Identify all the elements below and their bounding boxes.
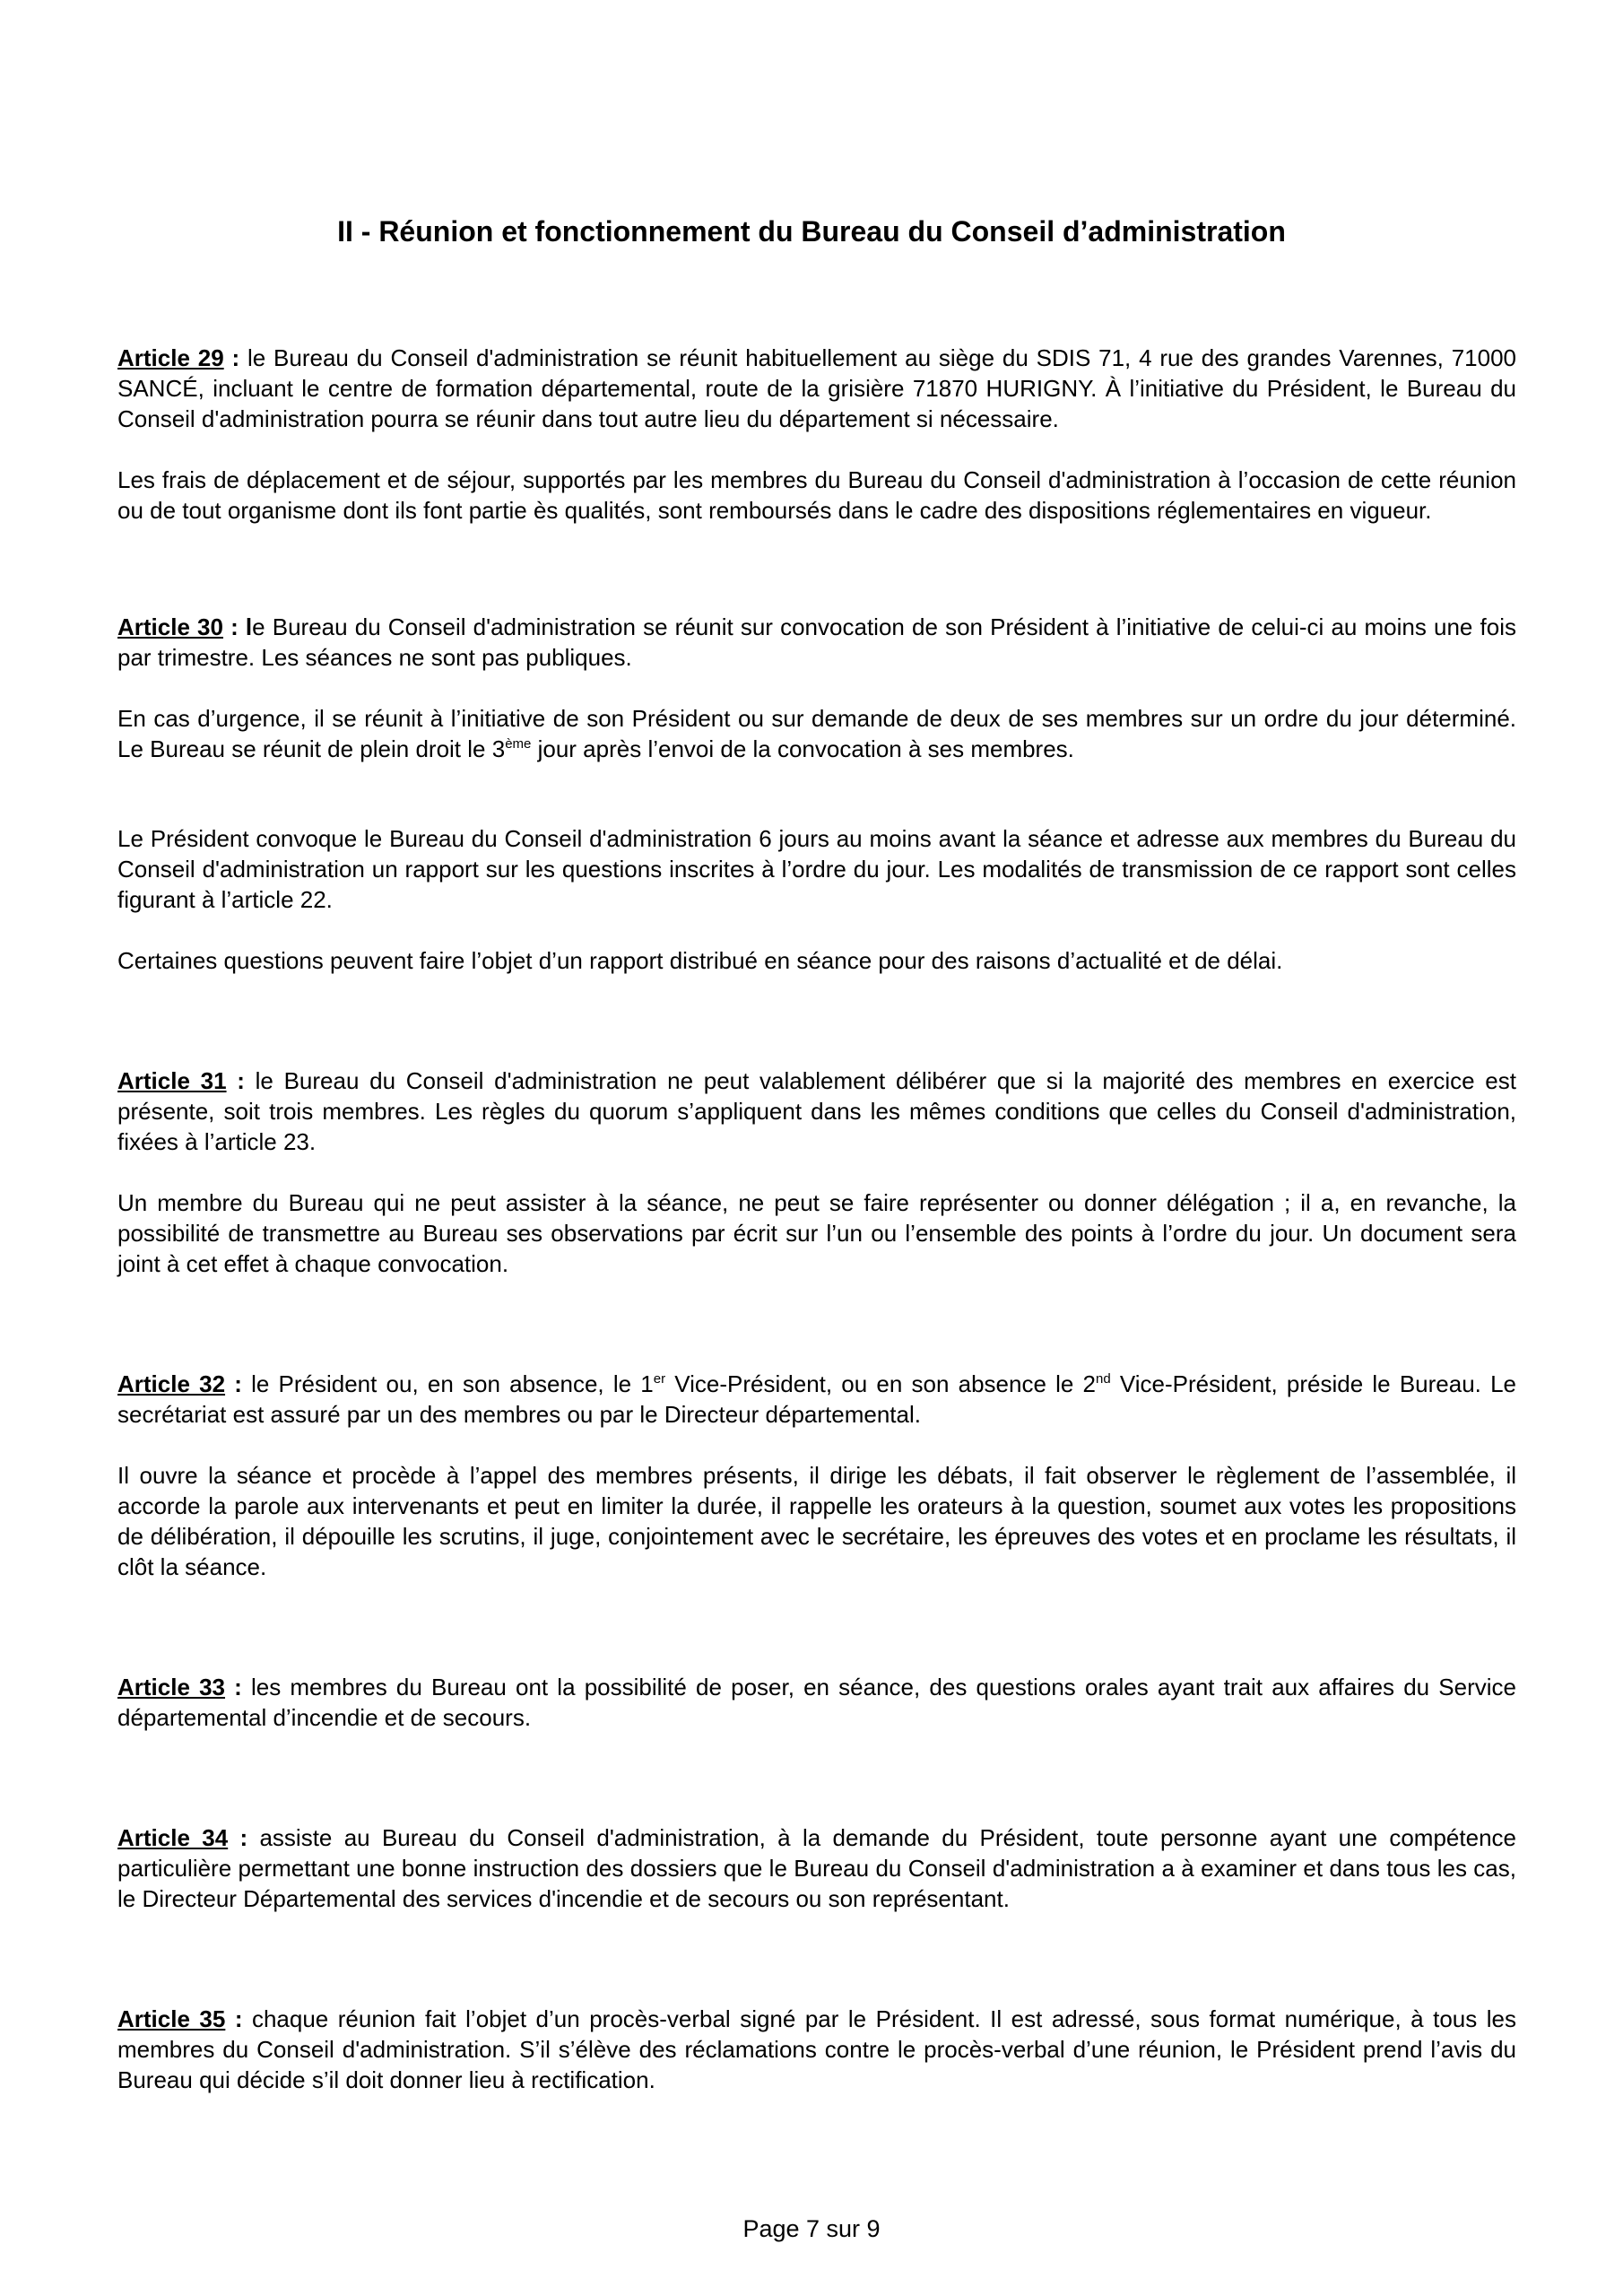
article-30-paragraph-3: Le Président convoque le Bureau du Conseil d'administration 6 jours au moins avant la séance et adresse aux membres du Bureau du Conseil d'administration un rapport sur les questions inscrites à l’ordre du jour. Les modalités de transmission de ce rapport sont celles figurant à l’article 22. [117,825,1516,913]
article-29-paragraph-2: Les frais de déplacement et de séjour, supportés par les membres du Bureau du Conseil d'administration à l’occasion de cette réunion ou de tout organisme dont ils font partie ès qualités, sont remboursés dans le cadre des dispositions réglementaires en vigueur. [117,466,1516,524]
article-35-label: Article 35 : [117,2005,252,2032]
article-32-label: Article 32 : [117,1370,252,1397]
article-30-paragraph-4: Certaines questions peuvent faire l’objet d’un rapport distribué en séance pour des raisons d’actualité et de délai. [117,947,1283,974]
article-30-label: Article 30 : l [117,613,253,640]
article-29-label: Article 29 : [117,344,247,371]
article-29-paragraph-1: Article 29 : le Bureau du Conseil d'administration se réunit habituellement au siège du SDIS 71, 4 rue des grandes Varennes, 71000 SANCÉ, incluant le centre de formation départemental, route de la grisière 71870 HURIGNY. À l’initiative du Président, le Bureau du Conseil d'administration pourra se réunir dans tout autre lieu du département si nécessaire. [117,344,1516,432]
article-34-paragraph-1: Article 34 : assiste au Bureau du Conseil d'administration, à la demande du Président, toute personne ayant une compétence particulière permettant une bonne instruction des dossiers que le Bureau du Conseil d'administration a à examiner et dans tous les cas, le Directeur Départemental des services d'incendie et de secours ou son représentant. [117,1824,1516,1912]
article-35-paragraph-1: Article 35 : chaque réunion fait l’objet d’un procès-verbal signé par le Président. Il est adressé, sous format numérique, à tous les membres du Conseil d'administration. S’il s’élève des réclamations contre le procès-verbal d’une réunion, le Président prend l’avis du Bureau qui décide s’il doit donner lieu à rectification. [117,2005,1516,2093]
article-30-paragraph-1: Article 30 : le Bureau du Conseil d'administration se réunit sur convocation de son Président à l’initiative de celui-ci au moins une fois par trimestre. Les séances ne sont pas publiques. [117,613,1516,671]
article-33-label: Article 33 : [117,1674,251,1700]
article-34-label: Article 34 : [117,1824,260,1851]
document-body [117,343,1516,2095]
page-number: Page 7 sur 9 [742,2215,881,2242]
article-33-paragraph-1: Article 33 : les membres du Bureau ont la possibilité de poser, en séance, des questions orales ayant trait aux affaires du Service départemental d’incendie et de secours. [117,1674,1516,1731]
article-31-paragraph-1: Article 31 : le Bureau du Conseil d'administration ne peut valablement délibérer que si la majorité des membres en exercice est présente, soit trois membres. Les règles du quorum s’appliquent dans les mêmes conditions que celles du Conseil d'administration, fixées à l’article 23. [117,1067,1516,1155]
section-title: II - Réunion et fonctionnement du Bureau du Conseil d’administration [337,215,1286,248]
article-32-paragraph-1: Article 32 : le Président ou, en son absence, le 1er Vice-Président, ou en son absence le 2nd Vice-Président, préside le Bureau. Le secrétariat est assuré par un des membres ou par le Directeur départemental. [117,1370,1516,1428]
article-32-paragraph-2: Il ouvre la séance et procède à l’appel des membres présents, il dirige les débats, il fait observer le règlement de l’assemblée, il accorde la parole aux intervenants et peut en limiter la durée, il rappelle les orateurs à la question, soumet aux votes les propositions de délibération, il dépouille les scrutins, il juge, conjointement avec le secrétaire, les épreuves des votes et en proclame les résultats, il clôt la séance. [117,1462,1516,1580]
article-31-label: Article 31 : [117,1067,256,1094]
article-31-paragraph-2: Un membre du Bureau qui ne peut assister à la séance, ne peut se faire représenter ou donner délégation ; il a, en revanche, la possibilité de transmettre au Bureau ses observations par écrit sur l’un ou l’ensemble des points à l’ordre du jour. Un document sera joint à cet effet à chaque convocation. [117,1189,1516,1277]
article-30-paragraph-2: En cas d’urgence, il se réunit à l’initiative de son Président ou sur demande de deux de ses membres sur un ordre du jour déterminé. Le Bureau se réunit de plein droit le 3ème jour après l’envoi de la convocation à ses membres. [117,705,1516,762]
